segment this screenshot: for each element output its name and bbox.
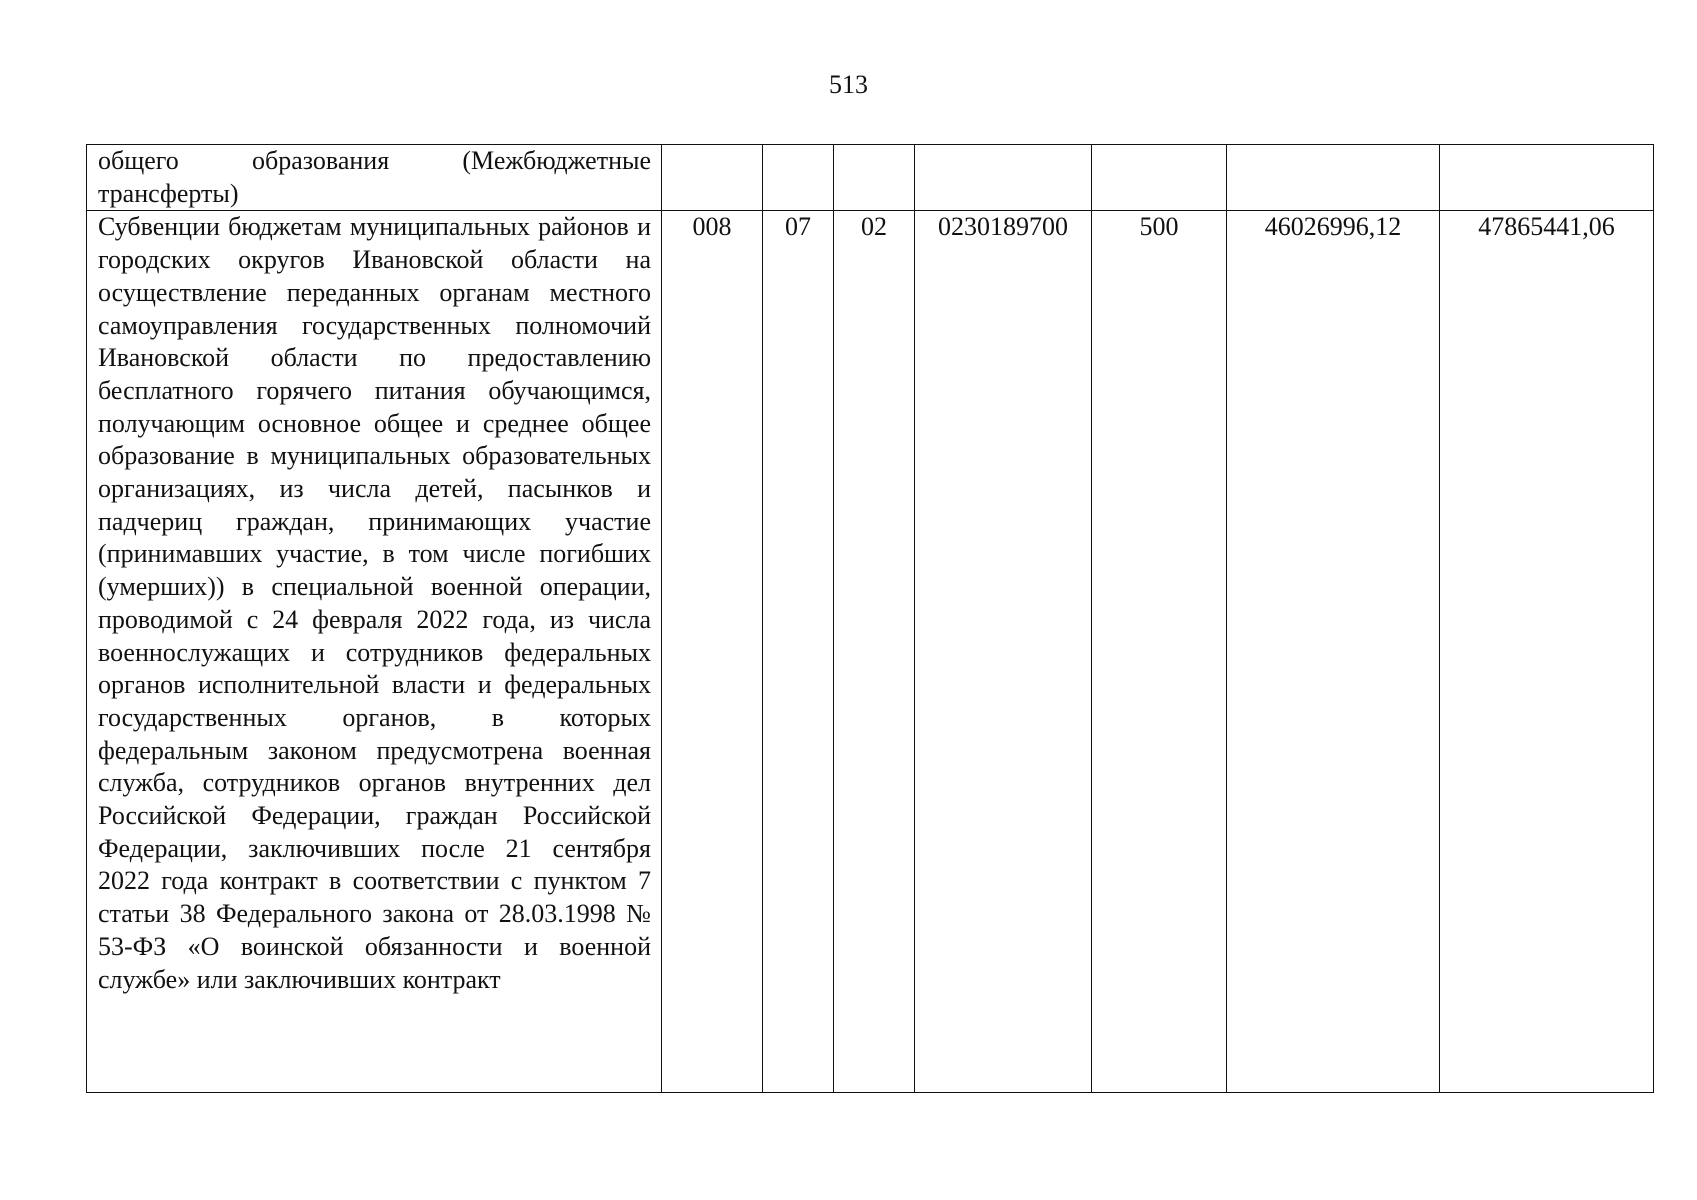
expense-type-cell [1092,145,1227,211]
chapter-cell: 008 [662,211,763,1093]
table-row [87,211,1654,1093]
expense-type-cell: 500 [1092,211,1227,1093]
target-article-cell: 0230189700 [915,211,1092,1093]
page-number: 513 [829,70,868,99]
budget-table [86,144,1654,1093]
target-article-cell [915,145,1092,211]
amount-1-cell [1227,145,1440,211]
section-cell: 07 [763,211,834,1093]
amount-1-cell: 46026996,12 [1227,211,1440,1093]
section-cell [763,145,834,211]
subsection-cell [834,145,915,211]
subsection-cell: 02 [834,211,915,1093]
amount-2-cell: 47865441,06 [1440,211,1654,1093]
row-description: Субвенции бюджетам муниципальных районов и городских округов Ивановской области на осуществление переданных органам местного самоуправления государственных полномочий Ивановской области по предоставлению бесплатного горячего питания обучающимся, получающим основное общее и среднее общее образование в муниципальных образовательных организациях, из числа детей, пасынков и падчериц граждан, принимающих участие (принимавших участие, в том числе погибших (умерших)) в специальной военной операции, проводимой с 24 февраля 2022 года, из числа военнослужащих и сотрудников федеральных органов исполнительной власти и федеральных государственных органов, в которых федеральным законом предусмотрена военная служба, сотрудников органов внутренних дел Российской Федерации, граждан Российской Федерации, заключивших после 21 сентября 2022 года контракт в соответствии с пунктом 7 статьи 38 Федерального закона от 28.03.1998 № 53-ФЗ «О воинской обязанности и военной службе» или заключивших контракт [87,211,662,1093]
table-row [87,145,1654,211]
amount-2-cell [1440,145,1654,211]
row-description: общего образования (Межбюджетные трансферты) [87,145,662,211]
chapter-cell [662,145,763,211]
